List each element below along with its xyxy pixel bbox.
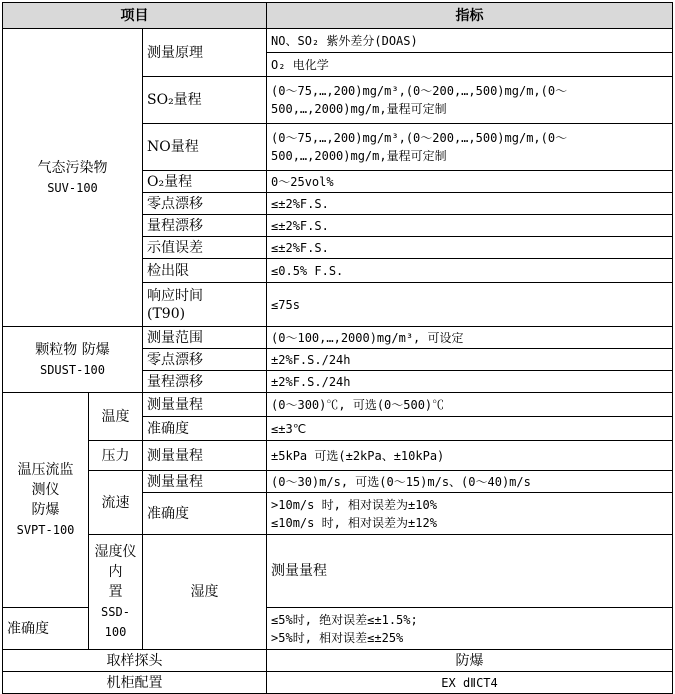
temp-acc-value: ≤±3℃: [267, 417, 673, 441]
table-row: [3, 441, 673, 471]
no-range-value: (0～75,…,200)mg/m³,(0～200,…,500)mg/m,(0～500,…,2000)mg/m,量程可定制: [267, 124, 673, 171]
o2-range-label: O₂量程: [143, 171, 267, 193]
hum-model: SSD-100: [101, 605, 130, 639]
flow-acc-value: [267, 493, 673, 535]
principle-label: 测量原理: [143, 29, 267, 77]
so2-range-label: SO₂量程: [143, 77, 267, 124]
gas-analyzer-group: [3, 29, 143, 327]
flow-acc-value-2: ≤10m/s 时, 相对误差为±12%: [271, 515, 437, 530]
tpf-group: [3, 393, 89, 608]
spec-table: [2, 2, 673, 694]
dust-range-value: (0～100,…,2000)mg/m³, 可设定: [267, 327, 673, 349]
table-row: [3, 672, 673, 694]
hum-acc-value-2: >5%时, 相对误差≤±25%: [271, 630, 404, 645]
detection-limit-label: 检出限: [143, 259, 267, 283]
principle-value-2: O₂ 电化学: [267, 53, 673, 77]
flow-acc-value-1: >10m/s 时, 相对误差为±10%: [271, 497, 437, 512]
zero-drift-value: ≤±2%F.S.: [267, 193, 673, 215]
flow-param: 流速: [89, 471, 143, 535]
hum-range-label: 测量量程: [267, 535, 673, 608]
cabinet-label: 机柜配置: [3, 672, 267, 694]
hum-param: 湿度: [143, 535, 267, 650]
tpf-model: SVPT-100: [16, 523, 75, 537]
temp-param: 温度: [89, 393, 143, 441]
span-drift-value: ≤±2%F.S.: [267, 215, 673, 237]
probe-value: 防爆: [267, 650, 673, 672]
tpf-name-1: 温压流监: [17, 462, 74, 478]
probe-label: 取样探头: [3, 650, 267, 672]
hum-name-2: 置: [108, 584, 123, 600]
cabinet-value: EX dⅡCT4: [267, 672, 673, 694]
response-time-value: ≤75s: [267, 283, 673, 327]
header-row: [3, 3, 673, 29]
dust-span-drift-value: ±2%F.S./24h: [267, 371, 673, 393]
indication-error-label: 示值误差: [143, 237, 267, 259]
tpf-name-2: 测仪: [31, 482, 60, 498]
o2-range-value: 0～25vol%: [267, 171, 673, 193]
flow-acc-label: 准确度: [143, 493, 267, 535]
indication-error-value: ≤±2%F.S.: [267, 237, 673, 259]
dust-name: 颗粒物 防爆: [35, 341, 110, 358]
hum-acc-value: [267, 608, 673, 650]
table-row: [3, 471, 673, 493]
table-row: [3, 327, 673, 349]
pressure-range-value: ±5kPa 可选(±2kPa、±10kPa): [267, 441, 673, 471]
hum-acc-value-1: ≤5%时, 绝对误差≤±1.5%;: [271, 612, 418, 627]
flow-range-value: (0～30)m/s, 可选(0～15)m/s、(0～40)m/s: [267, 471, 673, 493]
temp-acc-label: 准确度: [143, 417, 267, 441]
span-drift-label: 量程漂移: [143, 215, 267, 237]
gas-name: 气态污染物: [37, 159, 108, 176]
header-spec: 指标: [267, 3, 673, 29]
header-item: 项目: [3, 3, 267, 29]
hum-name-1: 湿度仪内: [94, 544, 137, 580]
response-time-label: [143, 283, 267, 327]
flow-range-label: 测量量程: [143, 471, 267, 493]
hum-group: [89, 535, 143, 650]
dust-model: SDUST-100: [39, 362, 106, 377]
table-row: [3, 535, 673, 608]
tpf-name-3: 防爆: [31, 502, 60, 518]
dust-zero-drift-label: 零点漂移: [143, 349, 267, 371]
zero-drift-label: 零点漂移: [143, 193, 267, 215]
so2-range-value: (0～75,…,200)mg/m³,(0～200,…,500)mg/m,(0～500,…,2000)mg/m,量程可定制: [267, 77, 673, 124]
table-row: [3, 393, 673, 417]
no-range-label: NO量程: [143, 124, 267, 171]
detection-limit-value: ≤0.5% F.S.: [267, 259, 673, 283]
temp-range-label: 测量量程: [143, 393, 267, 417]
table-row: [3, 650, 673, 672]
principle-value-1: NO、SO₂ 紫外差分(DOAS): [267, 29, 673, 53]
response-time-label-2: (T90): [147, 305, 186, 322]
dust-range-label: 测量范围: [143, 327, 267, 349]
dust-group: [3, 327, 143, 393]
response-time-label-1: 响应时间: [147, 287, 203, 304]
dust-span-drift-label: 量程漂移: [143, 371, 267, 393]
temp-range-value: (0～300)℃, 可选(0～500)℃: [267, 393, 673, 417]
hum-acc-label: 准确度: [3, 608, 89, 650]
pressure-range-label: 测量量程: [143, 441, 267, 471]
table-row: [3, 29, 673, 53]
dust-zero-drift-value: ±2%F.S./24h: [267, 349, 673, 371]
pressure-param: 压力: [89, 441, 143, 471]
gas-model: SUV-100: [47, 180, 98, 195]
